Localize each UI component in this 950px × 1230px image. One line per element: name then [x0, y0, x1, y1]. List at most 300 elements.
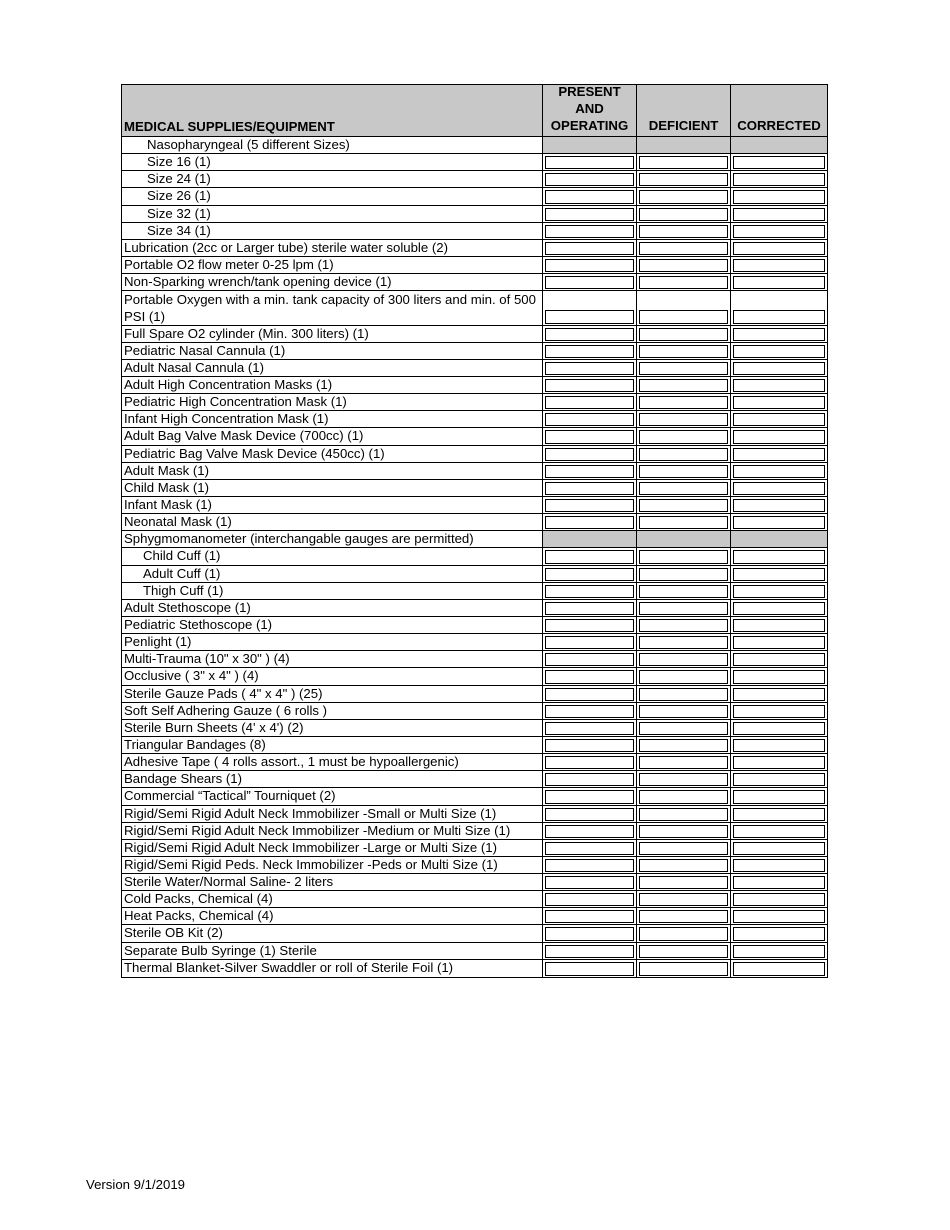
deficient-checkbox[interactable]: [639, 173, 728, 186]
present-operating-cell: [543, 925, 637, 941]
corrected-cell: [731, 737, 827, 753]
header-present-operating: [543, 85, 637, 136]
item-label: Adult Stethoscope (1): [122, 600, 543, 616]
deficient-checkbox[interactable]: [639, 790, 728, 803]
table-row: [122, 548, 827, 565]
deficient-checkbox[interactable]: [639, 876, 728, 889]
deficient-checkbox[interactable]: [639, 722, 728, 735]
present-operating-checkbox[interactable]: [545, 893, 634, 906]
corrected-cell: [731, 617, 827, 633]
present-operating-cell: [543, 960, 637, 977]
corrected-cell: [731, 411, 827, 427]
corrected-cell: [731, 531, 827, 547]
present-operating-checkbox[interactable]: [545, 328, 634, 341]
corrected-checkbox[interactable]: [733, 448, 825, 461]
item-label: Thigh Cuff (1): [122, 583, 543, 599]
present-operating-checkbox[interactable]: [545, 499, 634, 512]
deficient-cell: [637, 566, 731, 582]
corrected-cell: [731, 206, 827, 222]
present-operating-cell: [543, 874, 637, 890]
deficient-checkbox[interactable]: [639, 259, 728, 272]
corrected-cell: [731, 257, 827, 273]
item-label: Size 24 (1): [122, 171, 543, 187]
corrected-checkbox[interactable]: [733, 430, 825, 443]
deficient-checkbox[interactable]: [639, 756, 728, 769]
table-row: [122, 566, 827, 583]
present-operating-checkbox[interactable]: [545, 345, 634, 358]
table-row: [122, 257, 827, 274]
deficient-checkbox[interactable]: [639, 927, 728, 940]
present-operating-cell: [543, 497, 637, 513]
corrected-cell: [731, 497, 827, 513]
table-row: [122, 651, 827, 668]
header-present-line: AND: [575, 101, 604, 116]
corrected-checkbox[interactable]: [733, 773, 825, 786]
corrected-checkbox[interactable]: [733, 379, 825, 392]
deficient-checkbox[interactable]: [639, 190, 728, 203]
present-operating-checkbox[interactable]: [545, 585, 634, 598]
item-label: Portable O2 flow meter 0-25 lpm (1): [122, 257, 543, 273]
present-operating-checkbox[interactable]: [545, 670, 634, 683]
deficient-cell: [637, 925, 731, 941]
corrected-checkbox[interactable]: [733, 808, 825, 821]
present-operating-cell: [543, 274, 637, 290]
deficient-checkbox[interactable]: [639, 602, 728, 615]
present-operating-checkbox[interactable]: [545, 396, 634, 409]
present-operating-checkbox[interactable]: [545, 773, 634, 786]
present-operating-cell: [543, 411, 637, 427]
item-label: Non-Sparking wrench/tank opening device (1): [122, 274, 543, 290]
present-operating-cell: [543, 651, 637, 667]
item-label: Sphygmomanometer (interchangable gauges are permitted): [122, 531, 543, 547]
corrected-cell: [731, 377, 827, 393]
deficient-cell: [637, 823, 731, 839]
corrected-checkbox[interactable]: [733, 396, 825, 409]
deficient-checkbox[interactable]: [639, 413, 728, 426]
present-operating-checkbox[interactable]: [545, 568, 634, 581]
deficient-cell: [637, 583, 731, 599]
deficient-cell: [637, 874, 731, 890]
deficient-checkbox[interactable]: [639, 773, 728, 786]
table-row: [122, 326, 827, 343]
deficient-checkbox[interactable]: [639, 808, 728, 821]
corrected-checkbox[interactable]: [733, 242, 825, 255]
corrected-checkbox[interactable]: [733, 413, 825, 426]
deficient-checkbox[interactable]: [639, 550, 728, 563]
item-label: Thermal Blanket-Silver Swaddler or roll of Sterile Foil (1): [122, 960, 543, 977]
corrected-checkbox[interactable]: [733, 962, 825, 976]
corrected-checkbox[interactable]: [733, 328, 825, 341]
deficient-cell: [637, 771, 731, 787]
present-operating-cell: [543, 206, 637, 222]
item-label: Adult Bag Valve Mask Device (700cc) (1): [122, 428, 543, 444]
corrected-cell: [731, 925, 827, 941]
item-label: Adult Mask (1): [122, 463, 543, 479]
present-operating-cell: [543, 257, 637, 273]
corrected-checkbox[interactable]: [733, 670, 825, 683]
deficient-checkbox[interactable]: [639, 653, 728, 666]
deficient-checkbox[interactable]: [639, 893, 728, 906]
item-label: Portable Oxygen with a min. tank capacity of 300 liters and min. of 500 PSI (1): [122, 291, 543, 324]
deficient-checkbox[interactable]: [639, 242, 728, 255]
deficient-cell: [637, 463, 731, 479]
deficient-cell: [637, 223, 731, 239]
table-row: [122, 908, 827, 925]
item-label: Bandage Shears (1): [122, 771, 543, 787]
deficient-checkbox[interactable]: [639, 670, 728, 683]
corrected-checkbox[interactable]: [733, 602, 825, 615]
deficient-cell: [637, 943, 731, 959]
item-label: Size 32 (1): [122, 206, 543, 222]
corrected-cell: [731, 394, 827, 410]
present-operating-cell: [543, 360, 637, 376]
deficient-cell: [637, 703, 731, 719]
present-operating-checkbox[interactable]: [545, 619, 634, 632]
corrected-cell: [731, 274, 827, 290]
header-corrected: CORRECTED: [737, 118, 821, 133]
corrected-cell: [731, 463, 827, 479]
present-operating-checkbox[interactable]: [545, 550, 634, 563]
deficient-checkbox[interactable]: [639, 499, 728, 512]
corrected-cell: [731, 343, 827, 359]
corrected-checkbox[interactable]: [733, 362, 825, 375]
present-operating-checkbox[interactable]: [545, 225, 634, 238]
table-row: [122, 446, 827, 463]
corrected-checkbox[interactable]: [733, 310, 825, 323]
deficient-cell: [637, 720, 731, 736]
present-operating-checkbox[interactable]: [545, 876, 634, 889]
corrected-checkbox[interactable]: [733, 756, 825, 769]
deficient-checkbox[interactable]: [639, 310, 728, 323]
item-label: Size 26 (1): [122, 188, 543, 204]
corrected-cell: [731, 686, 827, 702]
present-operating-checkbox[interactable]: [545, 842, 634, 855]
item-label: Penlight (1): [122, 634, 543, 650]
table-row: [122, 874, 827, 891]
corrected-checkbox[interactable]: [733, 705, 825, 718]
deficient-checkbox[interactable]: [639, 516, 728, 529]
item-label: Infant High Concentration Mask (1): [122, 411, 543, 427]
item-label: Sterile Water/Normal Saline- 2 liters: [122, 874, 543, 890]
corrected-checkbox[interactable]: [733, 825, 825, 838]
corrected-checkbox[interactable]: [733, 739, 825, 752]
present-operating-checkbox[interactable]: [545, 379, 634, 392]
deficient-checkbox[interactable]: [639, 842, 728, 855]
deficient-checkbox[interactable]: [639, 345, 728, 358]
corrected-checkbox[interactable]: [733, 550, 825, 563]
present-operating-cell: [543, 908, 637, 924]
table-row: [122, 960, 827, 977]
present-operating-cell: [543, 188, 637, 204]
deficient-checkbox[interactable]: [639, 465, 728, 478]
deficient-cell: [637, 240, 731, 256]
corrected-checkbox[interactable]: [733, 190, 825, 203]
table-row: [122, 840, 827, 857]
present-operating-checkbox[interactable]: [545, 962, 634, 976]
present-operating-checkbox[interactable]: [545, 739, 634, 752]
table-row: [122, 154, 827, 171]
corrected-checkbox[interactable]: [733, 208, 825, 221]
table-row: [122, 343, 827, 360]
corrected-cell: [731, 771, 827, 787]
present-operating-cell: [543, 480, 637, 496]
corrected-checkbox[interactable]: [733, 893, 825, 906]
deficient-checkbox[interactable]: [639, 619, 728, 632]
equipment-checklist-table: [121, 84, 828, 978]
table-row: [122, 377, 827, 394]
present-operating-checkbox[interactable]: [545, 688, 634, 701]
deficient-checkbox[interactable]: [639, 276, 728, 289]
present-operating-checkbox[interactable]: [545, 413, 634, 426]
present-operating-cell: [543, 428, 637, 444]
item-label: Rigid/Semi Rigid Adult Neck Immobilizer -Medium or Multi Size (1): [122, 823, 543, 839]
corrected-cell: [731, 891, 827, 907]
present-operating-checkbox[interactable]: [545, 310, 634, 323]
deficient-checkbox[interactable]: [639, 396, 728, 409]
present-operating-checkbox[interactable]: [545, 430, 634, 443]
corrected-cell: [731, 668, 827, 684]
present-operating-cell: [543, 223, 637, 239]
table-row: [122, 274, 827, 291]
item-label: Size 16 (1): [122, 154, 543, 170]
corrected-cell: [731, 446, 827, 462]
corrected-checkbox[interactable]: [733, 568, 825, 581]
corrected-cell: [731, 137, 827, 153]
table-row: [122, 925, 827, 942]
present-operating-checkbox[interactable]: [545, 756, 634, 769]
corrected-checkbox[interactable]: [733, 156, 825, 169]
present-operating-checkbox[interactable]: [545, 602, 634, 615]
present-operating-cell: [543, 583, 637, 599]
present-operating-cell: [543, 171, 637, 187]
corrected-cell: [731, 223, 827, 239]
deficient-cell: [637, 857, 731, 873]
present-operating-checkbox[interactable]: [545, 808, 634, 821]
table-row: [122, 823, 827, 840]
deficient-checkbox[interactable]: [639, 208, 728, 221]
corrected-cell: [731, 857, 827, 873]
deficient-checkbox[interactable]: [639, 945, 728, 958]
present-operating-cell: [543, 600, 637, 616]
present-operating-cell: [543, 514, 637, 530]
present-operating-checkbox[interactable]: [545, 705, 634, 718]
deficient-checkbox[interactable]: [639, 448, 728, 461]
deficient-cell: [637, 446, 731, 462]
corrected-cell: [731, 634, 827, 650]
corrected-cell: [731, 908, 827, 924]
corrected-checkbox[interactable]: [733, 653, 825, 666]
corrected-checkbox[interactable]: [733, 876, 825, 889]
item-label: Sterile OB Kit (2): [122, 925, 543, 941]
present-operating-cell: [543, 720, 637, 736]
corrected-checkbox[interactable]: [733, 585, 825, 598]
present-operating-checkbox[interactable]: [545, 516, 634, 529]
corrected-checkbox[interactable]: [733, 465, 825, 478]
present-operating-checkbox[interactable]: [545, 448, 634, 461]
deficient-checkbox[interactable]: [639, 910, 728, 923]
section-row: [122, 531, 827, 548]
table-row: [122, 206, 827, 223]
present-operating-checkbox[interactable]: [545, 859, 634, 872]
corrected-checkbox[interactable]: [733, 276, 825, 289]
corrected-checkbox[interactable]: [733, 345, 825, 358]
present-operating-cell: [543, 377, 637, 393]
item-label: Separate Bulb Syringe (1) Sterile: [122, 943, 543, 959]
present-operating-checkbox[interactable]: [545, 945, 634, 958]
deficient-checkbox[interactable]: [639, 568, 728, 581]
present-operating-checkbox[interactable]: [545, 242, 634, 255]
table-row: [122, 668, 827, 685]
present-operating-checkbox[interactable]: [545, 259, 634, 272]
item-label: Adult Cuff (1): [122, 566, 543, 582]
corrected-checkbox[interactable]: [733, 259, 825, 272]
present-operating-cell: [543, 463, 637, 479]
item-label: Pediatric High Concentration Mask (1): [122, 394, 543, 410]
corrected-cell: [731, 240, 827, 256]
corrected-cell: [731, 823, 827, 839]
corrected-cell: [731, 703, 827, 719]
deficient-checkbox[interactable]: [639, 636, 728, 649]
table-body: [122, 137, 827, 977]
present-operating-cell: [543, 326, 637, 342]
table-row: [122, 411, 827, 428]
present-operating-checkbox[interactable]: [545, 362, 634, 375]
present-operating-checkbox[interactable]: [545, 927, 634, 940]
deficient-checkbox[interactable]: [639, 705, 728, 718]
present-operating-checkbox[interactable]: [545, 156, 634, 169]
deficient-checkbox[interactable]: [639, 859, 728, 872]
present-operating-cell: [543, 806, 637, 822]
present-operating-checkbox[interactable]: [545, 910, 634, 923]
corrected-cell: [731, 188, 827, 204]
item-label: Lubrication (2cc or Larger tube) sterile water soluble (2): [122, 240, 543, 256]
deficient-checkbox[interactable]: [639, 362, 728, 375]
corrected-cell: [731, 943, 827, 959]
present-operating-cell: [543, 823, 637, 839]
present-operating-checkbox[interactable]: [545, 482, 634, 495]
table-row: [122, 188, 827, 205]
table-row: [122, 171, 827, 188]
deficient-checkbox[interactable]: [639, 585, 728, 598]
corrected-checkbox[interactable]: [733, 688, 825, 701]
deficient-cell: [637, 840, 731, 856]
corrected-cell: [731, 360, 827, 376]
corrected-checkbox[interactable]: [733, 859, 825, 872]
item-label: Nasopharyngeal (5 different Sizes): [122, 137, 543, 153]
table-row: [122, 686, 827, 703]
version-label: Version 9/1/2019: [86, 1177, 185, 1192]
corrected-checkbox[interactable]: [733, 516, 825, 529]
corrected-checkbox[interactable]: [733, 722, 825, 735]
deficient-cell: [637, 617, 731, 633]
deficient-checkbox[interactable]: [639, 739, 728, 752]
corrected-cell: [731, 874, 827, 890]
table-row: [122, 428, 827, 445]
corrected-checkbox[interactable]: [733, 619, 825, 632]
present-operating-cell: [543, 634, 637, 650]
present-operating-checkbox[interactable]: [545, 722, 634, 735]
header-item: MEDICAL SUPPLIES/EQUIPMENT: [122, 85, 543, 136]
corrected-checkbox[interactable]: [733, 482, 825, 495]
section-row: [122, 137, 827, 154]
present-operating-checkbox[interactable]: [545, 825, 634, 838]
item-label: Rigid/Semi Rigid Peds. Neck Immobilizer -Peds or Multi Size (1): [122, 857, 543, 873]
corrected-cell: [731, 291, 827, 324]
item-label: Commercial “Tactical” Tourniquet (2): [122, 788, 543, 804]
deficient-cell: [637, 428, 731, 444]
table-row: [122, 394, 827, 411]
table-row: [122, 360, 827, 377]
deficient-cell: [637, 411, 731, 427]
present-operating-cell: [543, 771, 637, 787]
present-operating-cell: [543, 343, 637, 359]
table-row: [122, 634, 827, 651]
corrected-checkbox[interactable]: [733, 910, 825, 923]
deficient-cell: [637, 497, 731, 513]
deficient-cell: [637, 206, 731, 222]
corrected-checkbox[interactable]: [733, 790, 825, 803]
item-label: Occlusive ( 3" x 4" ) (4): [122, 668, 543, 684]
deficient-checkbox[interactable]: [639, 482, 728, 495]
item-label: Child Mask (1): [122, 480, 543, 496]
deficient-checkbox[interactable]: [639, 225, 728, 238]
deficient-cell: [637, 651, 731, 667]
corrected-cell: [731, 720, 827, 736]
deficient-cell: [637, 394, 731, 410]
present-operating-cell: [543, 154, 637, 170]
deficient-checkbox[interactable]: [639, 825, 728, 838]
item-label: Pediatric Nasal Cannula (1): [122, 343, 543, 359]
present-operating-cell: [543, 788, 637, 804]
present-operating-checkbox[interactable]: [545, 276, 634, 289]
table-row: [122, 737, 827, 754]
table-row: [122, 788, 827, 805]
table-row: [122, 857, 827, 874]
deficient-cell: [637, 343, 731, 359]
deficient-checkbox[interactable]: [639, 328, 728, 341]
corrected-checkbox[interactable]: [733, 636, 825, 649]
corrected-checkbox[interactable]: [733, 927, 825, 940]
present-operating-checkbox[interactable]: [545, 653, 634, 666]
table-row: [122, 806, 827, 823]
item-label: Sterile Gauze Pads ( 4" x 4" ) (25): [122, 686, 543, 702]
present-operating-cell: [543, 857, 637, 873]
deficient-checkbox[interactable]: [639, 379, 728, 392]
corrected-checkbox[interactable]: [733, 842, 825, 855]
present-operating-checkbox[interactable]: [545, 790, 634, 803]
deficient-cell: [637, 274, 731, 290]
present-operating-cell: [543, 137, 637, 153]
corrected-checkbox[interactable]: [733, 945, 825, 958]
present-operating-checkbox[interactable]: [545, 208, 634, 221]
table-row: [122, 771, 827, 788]
deficient-cell: [637, 668, 731, 684]
present-operating-checkbox[interactable]: [545, 465, 634, 478]
corrected-cell: [731, 566, 827, 582]
deficient-checkbox[interactable]: [639, 430, 728, 443]
present-operating-checkbox[interactable]: [545, 173, 634, 186]
deficient-checkbox[interactable]: [639, 688, 728, 701]
present-operating-checkbox[interactable]: [545, 636, 634, 649]
present-operating-checkbox[interactable]: [545, 190, 634, 203]
corrected-checkbox[interactable]: [733, 499, 825, 512]
corrected-cell: [731, 960, 827, 977]
deficient-cell: [637, 257, 731, 273]
deficient-checkbox[interactable]: [639, 962, 728, 976]
corrected-checkbox[interactable]: [733, 173, 825, 186]
deficient-checkbox[interactable]: [639, 156, 728, 169]
corrected-checkbox[interactable]: [733, 225, 825, 238]
